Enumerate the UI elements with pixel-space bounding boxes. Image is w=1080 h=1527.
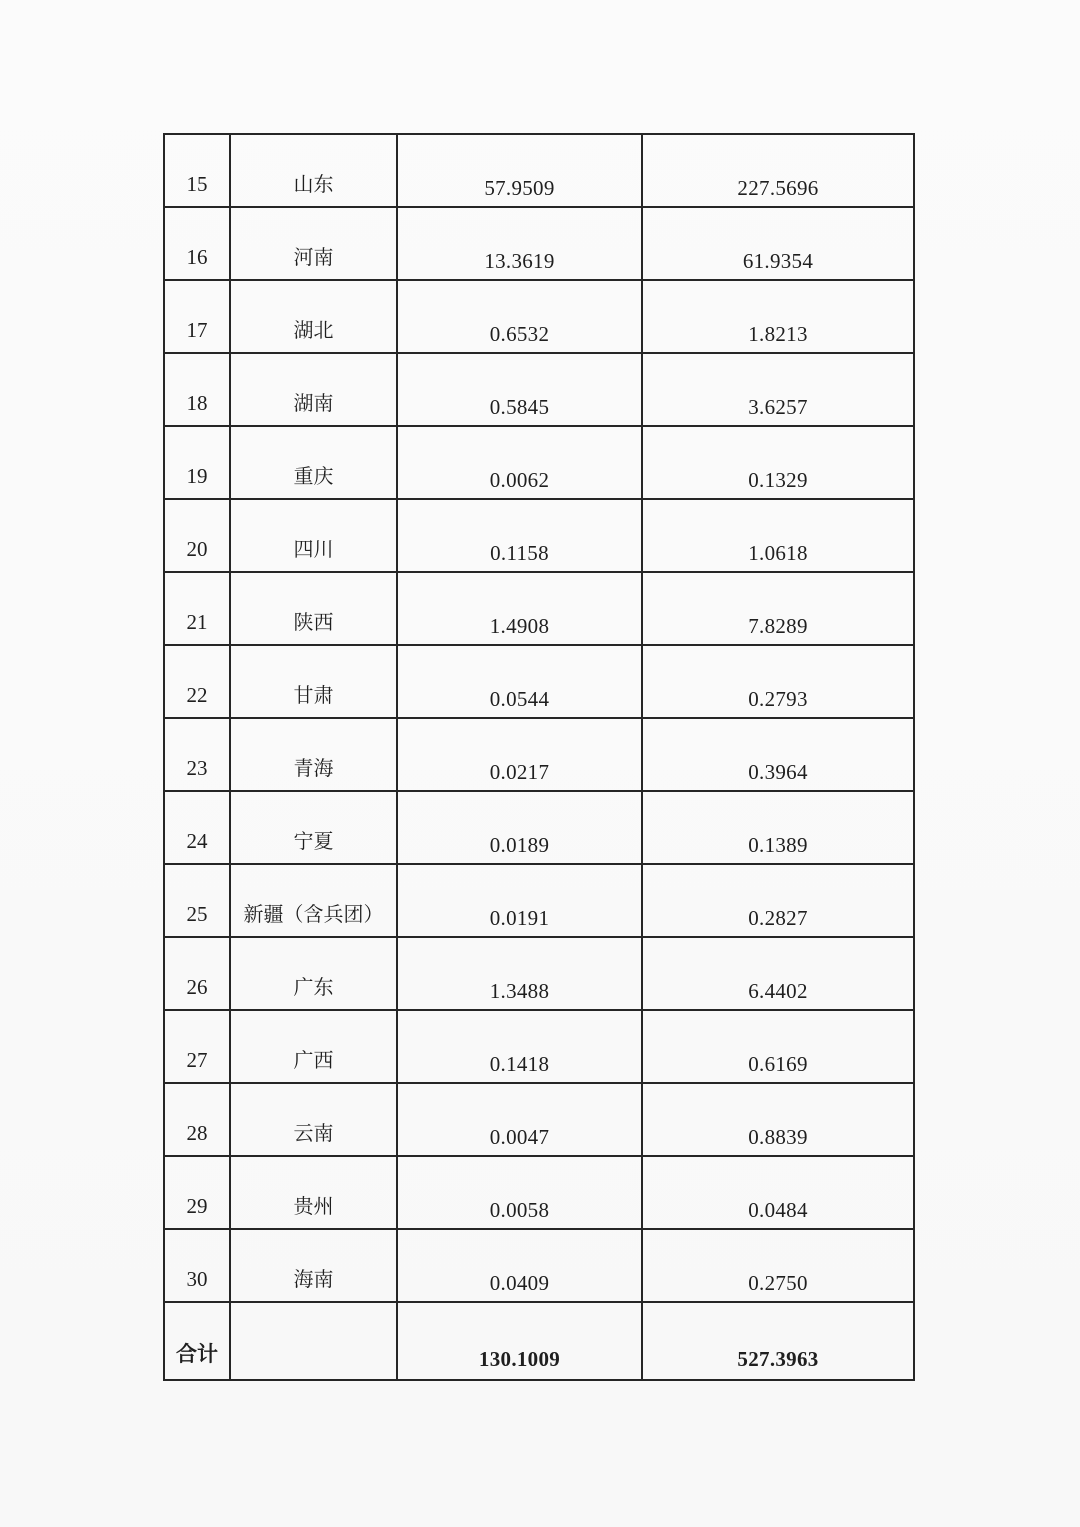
table-row — [164, 353, 914, 426]
value1-cell: 0.1418 — [397, 1010, 642, 1083]
table-row — [164, 280, 914, 353]
region-cell: 宁夏 — [230, 791, 397, 864]
table-row — [164, 1083, 914, 1156]
table-row — [164, 207, 914, 280]
table-row — [164, 1229, 914, 1302]
value2-cell: 0.2750 — [642, 1229, 914, 1302]
row-number-cell: 19 — [164, 426, 230, 499]
value2-cell: 6.4402 — [642, 937, 914, 1010]
table-body — [164, 134, 914, 1380]
value2-cell: 0.2827 — [642, 864, 914, 937]
row-number-cell: 合计 — [164, 1302, 230, 1380]
value1-cell: 0.0217 — [397, 718, 642, 791]
table-row — [164, 1156, 914, 1229]
row-number-cell: 20 — [164, 499, 230, 572]
value1-cell: 130.1009 — [397, 1302, 642, 1380]
table-row — [164, 791, 914, 864]
table-row — [164, 572, 914, 645]
region-cell: 山东 — [230, 134, 397, 207]
total-row — [164, 1302, 914, 1380]
row-number-cell: 22 — [164, 645, 230, 718]
value1-cell: 13.3619 — [397, 207, 642, 280]
region-cell: 海南 — [230, 1229, 397, 1302]
row-number-cell: 25 — [164, 864, 230, 937]
row-number-cell: 28 — [164, 1083, 230, 1156]
value1-cell: 0.0062 — [397, 426, 642, 499]
row-number-cell: 23 — [164, 718, 230, 791]
value2-cell: 0.2793 — [642, 645, 914, 718]
table-row — [164, 718, 914, 791]
value2-cell: 1.8213 — [642, 280, 914, 353]
value2-cell: 0.6169 — [642, 1010, 914, 1083]
region-cell — [230, 1302, 397, 1380]
value1-cell: 1.4908 — [397, 572, 642, 645]
region-cell: 湖北 — [230, 280, 397, 353]
row-number-cell: 15 — [164, 134, 230, 207]
row-number-cell: 30 — [164, 1229, 230, 1302]
row-number-cell: 17 — [164, 280, 230, 353]
row-number-cell: 26 — [164, 937, 230, 1010]
table-row — [164, 645, 914, 718]
table-row — [164, 426, 914, 499]
table-row — [164, 864, 914, 937]
value2-cell: 0.1389 — [642, 791, 914, 864]
value2-cell: 527.3963 — [642, 1302, 914, 1380]
row-number-cell: 16 — [164, 207, 230, 280]
value1-cell: 0.0191 — [397, 864, 642, 937]
region-cell: 新疆（含兵团） — [230, 864, 397, 937]
value1-cell: 0.0189 — [397, 791, 642, 864]
region-cell: 云南 — [230, 1083, 397, 1156]
region-cell: 重庆 — [230, 426, 397, 499]
region-cell: 广西 — [230, 1010, 397, 1083]
value2-cell: 3.6257 — [642, 353, 914, 426]
value1-cell: 0.0409 — [397, 1229, 642, 1302]
province-data-table — [163, 133, 915, 1381]
table-row — [164, 937, 914, 1010]
region-cell: 湖南 — [230, 353, 397, 426]
value1-cell: 0.0047 — [397, 1083, 642, 1156]
row-number-cell: 27 — [164, 1010, 230, 1083]
value1-cell: 0.6532 — [397, 280, 642, 353]
row-number-cell: 21 — [164, 572, 230, 645]
value2-cell: 0.3964 — [642, 718, 914, 791]
value2-cell: 0.1329 — [642, 426, 914, 499]
value2-cell: 0.8839 — [642, 1083, 914, 1156]
value1-cell: 0.0544 — [397, 645, 642, 718]
row-number-cell: 29 — [164, 1156, 230, 1229]
region-cell: 贵州 — [230, 1156, 397, 1229]
region-cell: 河南 — [230, 207, 397, 280]
value2-cell: 1.0618 — [642, 499, 914, 572]
row-number-cell: 24 — [164, 791, 230, 864]
value2-cell: 227.5696 — [642, 134, 914, 207]
region-cell: 青海 — [230, 718, 397, 791]
value2-cell: 0.0484 — [642, 1156, 914, 1229]
value1-cell: 1.3488 — [397, 937, 642, 1010]
region-cell: 陕西 — [230, 572, 397, 645]
row-number-cell: 18 — [164, 353, 230, 426]
value2-cell: 7.8289 — [642, 572, 914, 645]
value1-cell: 57.9509 — [397, 134, 642, 207]
value1-cell: 0.5845 — [397, 353, 642, 426]
region-cell: 四川 — [230, 499, 397, 572]
table-row — [164, 499, 914, 572]
value2-cell: 61.9354 — [642, 207, 914, 280]
region-cell: 甘肃 — [230, 645, 397, 718]
region-cell: 广东 — [230, 937, 397, 1010]
table-row — [164, 1010, 914, 1083]
value1-cell: 0.1158 — [397, 499, 642, 572]
value1-cell: 0.0058 — [397, 1156, 642, 1229]
table-row — [164, 134, 914, 207]
